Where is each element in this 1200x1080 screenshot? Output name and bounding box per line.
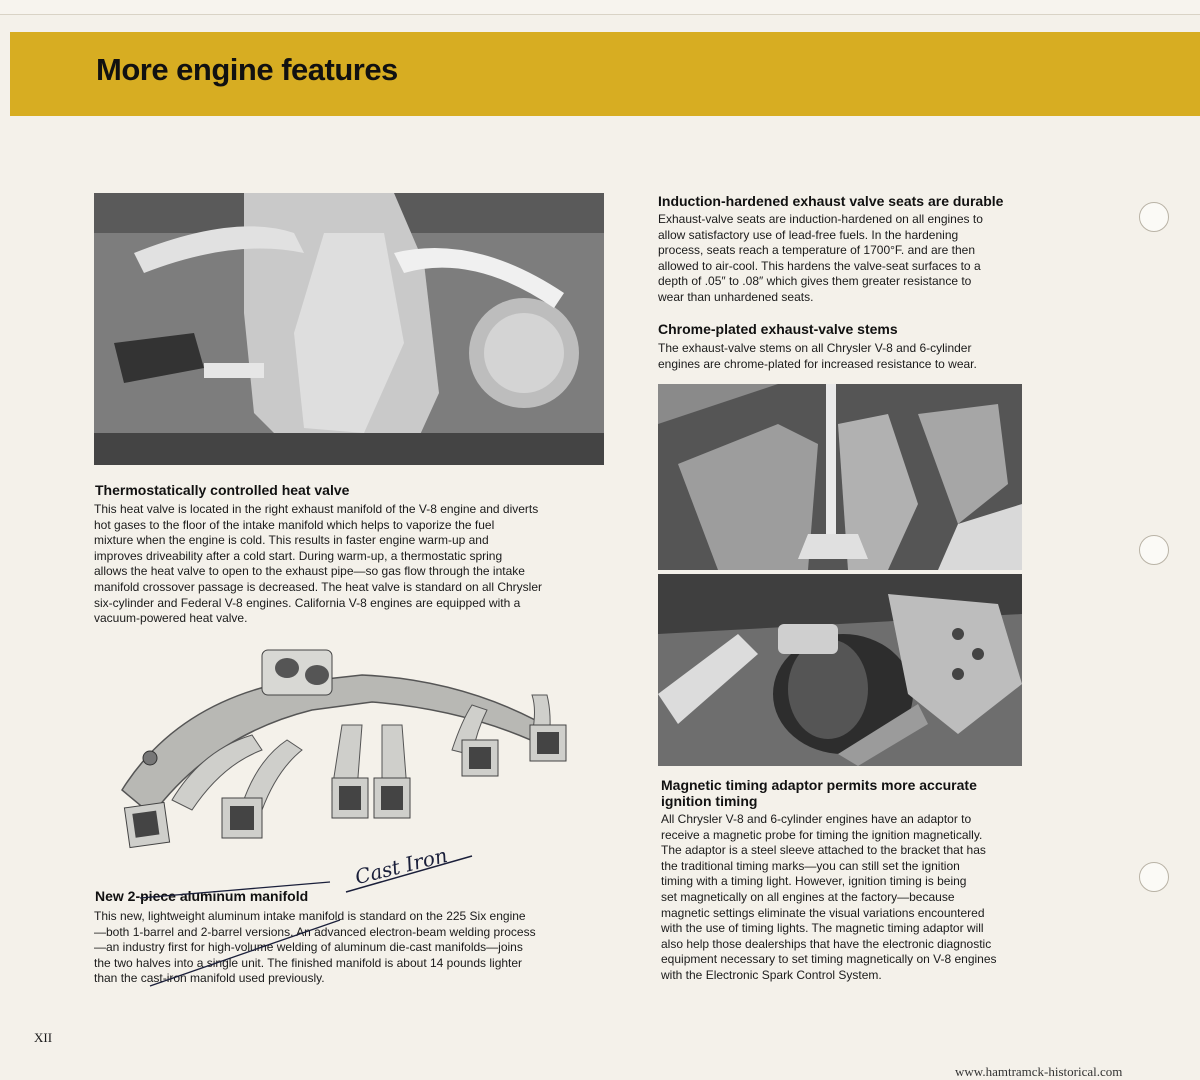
valve-stems-heading: Chrome-plated exhaust-valve stems bbox=[658, 321, 898, 337]
title-banner bbox=[10, 32, 1200, 116]
manifold-text bbox=[94, 909, 614, 987]
text-line: hot gases to the floor of the intake manifold which helps to vaporize the fuel bbox=[94, 517, 495, 532]
text-line: —both 1-barrel and 2-barrel versions. An advanced electron-beam welding process bbox=[94, 924, 536, 939]
text-line: This new, lightweight aluminum intake manifold is standard on the 225 Six engine bbox=[94, 909, 526, 923]
text-line: depth of .05″ to .08″ which gives them greater resistance to bbox=[658, 274, 972, 289]
text-line: also help those dealerships that have the electronic diagnostic bbox=[661, 936, 992, 951]
handwritten-note-text: Cast Iron bbox=[352, 842, 450, 890]
text-line: with the Electronic Spark Control System. bbox=[661, 967, 882, 982]
binder-hole-top bbox=[1139, 202, 1169, 232]
timing-adaptor-photo bbox=[658, 574, 1022, 766]
text-line: with the use of timing lights. The magnetic timing adaptor will bbox=[661, 921, 984, 936]
text-line: vacuum-powered heat valve. bbox=[94, 611, 248, 626]
text-line: allow satisfactory use of lead-free fuels. In the hardening bbox=[658, 227, 959, 242]
text-line: The exhaust-valve stems on all Chrysler V-8 and 6-cylinder bbox=[658, 341, 972, 355]
page-title: More engine features bbox=[96, 52, 398, 87]
text-line: improves driveability after a cold start. During warm-up, a thermostatic spring bbox=[94, 548, 503, 563]
text-line: manifold crossover passage is decreased. The heat valve is standard on all Chrysler bbox=[94, 579, 543, 594]
text-line: the two halves into a single unit. The finished manifold is about 14 pounds lighter bbox=[94, 955, 523, 970]
text-line: engines are chrome-plated for increased resistance to wear. bbox=[658, 356, 977, 371]
binder-hole-bottom bbox=[1139, 862, 1169, 892]
text-line: This heat valve is located in the right exhaust manifold of the V-8 engine and diverts bbox=[94, 502, 539, 516]
heat-valve-text bbox=[94, 502, 614, 627]
heading-line: Magnetic timing adaptor permits more accurate bbox=[661, 777, 977, 793]
watermark: www.hamtramck-historical.com bbox=[955, 1064, 1123, 1079]
valve-seats-heading: Induction-hardened exhaust valve seats are durable bbox=[658, 193, 1004, 209]
heat-valve-heading: Thermostatically controlled heat valve bbox=[95, 482, 350, 498]
timing-heading bbox=[661, 777, 977, 809]
valve-cutaway-photo bbox=[658, 384, 1022, 570]
top-edge bbox=[0, 0, 1200, 15]
timing-text bbox=[661, 812, 1041, 984]
manifold-illustration bbox=[112, 640, 582, 860]
valve-seats-text bbox=[658, 212, 1038, 306]
text-line: Exhaust-valve seats are induction-hardened on all engines to bbox=[658, 212, 983, 226]
heat-valve-photo bbox=[94, 193, 604, 465]
heading-line: ignition timing bbox=[661, 793, 758, 809]
text-line: equipment necessary to set timing magnetically on V-8 engines bbox=[661, 952, 997, 967]
text-line: allows the heat valve to open to the exhaust pipe—so gas flow through the intake bbox=[94, 564, 525, 579]
page-number: XII bbox=[34, 1030, 53, 1045]
handwritten-note bbox=[340, 842, 480, 896]
text-line: six-cylinder and Federal V-8 engines. California V-8 engines are equipped with a bbox=[94, 595, 521, 610]
text-line: than the cast-iron manifold used previously. bbox=[94, 971, 325, 986]
text-line: the traditional timing marks—you can still set the ignition bbox=[661, 858, 960, 873]
text-line: All Chrysler V-8 and 6-cylinder engines have an adaptor to bbox=[661, 812, 972, 826]
text-line: —an industry first for high-volume welding of aluminum die-cast manifolds—joins bbox=[94, 940, 523, 955]
binder-hole-middle bbox=[1139, 535, 1169, 565]
valve-stems-text bbox=[658, 341, 1038, 372]
text-line: receive a magnetic probe for timing the ignition magnetically. bbox=[661, 827, 983, 842]
text-line: set magnetically on all engines at the factory—because bbox=[661, 889, 955, 904]
text-line: wear than unhardened seats. bbox=[658, 289, 814, 304]
text-line: The adaptor is a steel sleeve attached to the bracket that has bbox=[661, 843, 986, 858]
manifold-heading: New 2-piece aluminum manifold bbox=[95, 888, 309, 904]
text-line: mixture when the engine is cold. This results in faster engine warm-up and bbox=[94, 533, 489, 548]
text-line: allowed to air-cool. This hardens the valve-seat surfaces to a bbox=[658, 258, 981, 273]
text-line: magnetic settings eliminate the visual variations encountered bbox=[661, 905, 985, 920]
text-line: process, seats reach a temperature of 1700°F. and are then bbox=[658, 243, 975, 258]
text-line: timing with a timing light. However, ignition timing is being bbox=[661, 874, 967, 889]
